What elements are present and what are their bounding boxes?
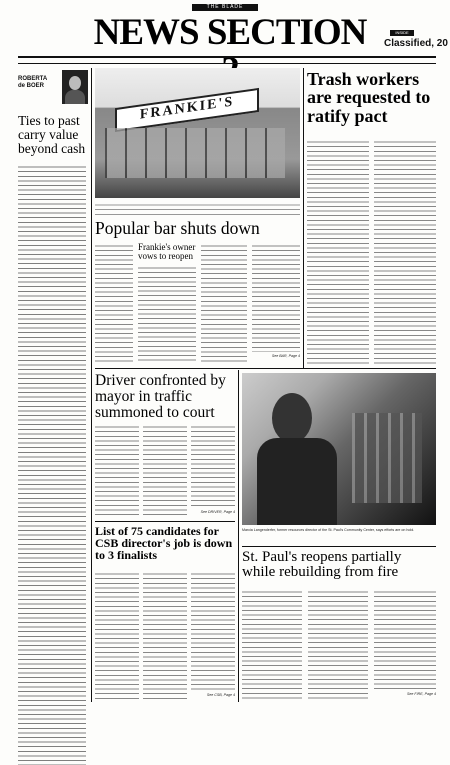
columnist-photo	[62, 70, 88, 104]
trash-body-col2	[374, 140, 436, 365]
driver-body-col1	[95, 425, 139, 517]
bar-subhead: Frankie's owner vows to reopen	[138, 242, 196, 262]
column-divider	[91, 68, 92, 702]
bar-trash-divider	[303, 68, 304, 368]
stpaul-headline: St. Paul's reopens partially while rebuilding from fire	[242, 549, 402, 581]
columnist-first: ROBERTA	[18, 76, 48, 82]
masthead-rule-thin	[18, 63, 436, 64]
column-section	[18, 70, 86, 700]
stpaul-body-col3	[374, 590, 436, 690]
driver-see-also: See DRIVER, Page 4	[200, 510, 235, 514]
csb-headline: List of 75 candidates for CSB director's job is down to 3 finalists	[95, 524, 233, 563]
bar-sign: FRANKIE'S	[115, 88, 259, 132]
inside-text: Classified, 20	[384, 38, 448, 49]
driver-headline: Driver confronted by mayor in traffic summoned to court	[95, 372, 226, 421]
column-body	[18, 165, 86, 765]
stpaul-rule	[242, 546, 436, 547]
driver-csb-divider	[95, 521, 235, 522]
stpaul-photo-caption: Marcia Langenderfer, former resources director of the St. Paul's Community Center, says efforts are on hold.	[242, 528, 415, 532]
bar-photo	[95, 68, 300, 198]
bar-body-col4	[252, 244, 300, 352]
csb-body-col1	[95, 572, 139, 700]
csb-body-col3	[191, 572, 235, 692]
stpaul-see-also: See FIRE, Page 4	[407, 692, 436, 696]
masthead-flag: THE BLADE	[192, 4, 258, 11]
masthead	[0, 0, 450, 64]
driver-body-col2	[143, 425, 187, 517]
bar-photo-caption	[95, 203, 300, 217]
stpaul-photo	[242, 373, 436, 525]
mid-rule	[95, 368, 436, 369]
stpaul-body-col1	[242, 590, 302, 700]
stpaul-body-col2	[308, 590, 368, 700]
lower-divider	[238, 370, 239, 702]
section-title: NEWS SECTION	[93, 12, 367, 53]
columnist-name	[18, 76, 58, 90]
inside-badge: INSIDE	[390, 30, 414, 36]
bar-body-col1	[95, 244, 133, 364]
trash-headline: Trash workers are requested to ratify pact	[307, 69, 431, 126]
csb-body-col2	[143, 572, 187, 700]
driver-body-col3	[191, 425, 235, 509]
bar-see-also: See BAR, Page 4	[271, 354, 300, 358]
bar-headline: Popular bar shuts down	[95, 218, 260, 238]
bar-body-col2	[138, 266, 196, 364]
masthead-rule	[18, 56, 436, 58]
trash-body-col1	[307, 140, 369, 365]
column-headline: Ties to past carry value beyond cash	[18, 113, 86, 156]
columnist-last: de BOER	[18, 83, 45, 89]
bar-body-col3	[201, 244, 247, 364]
csb-see-also: See CSB, Page 4	[206, 693, 235, 697]
